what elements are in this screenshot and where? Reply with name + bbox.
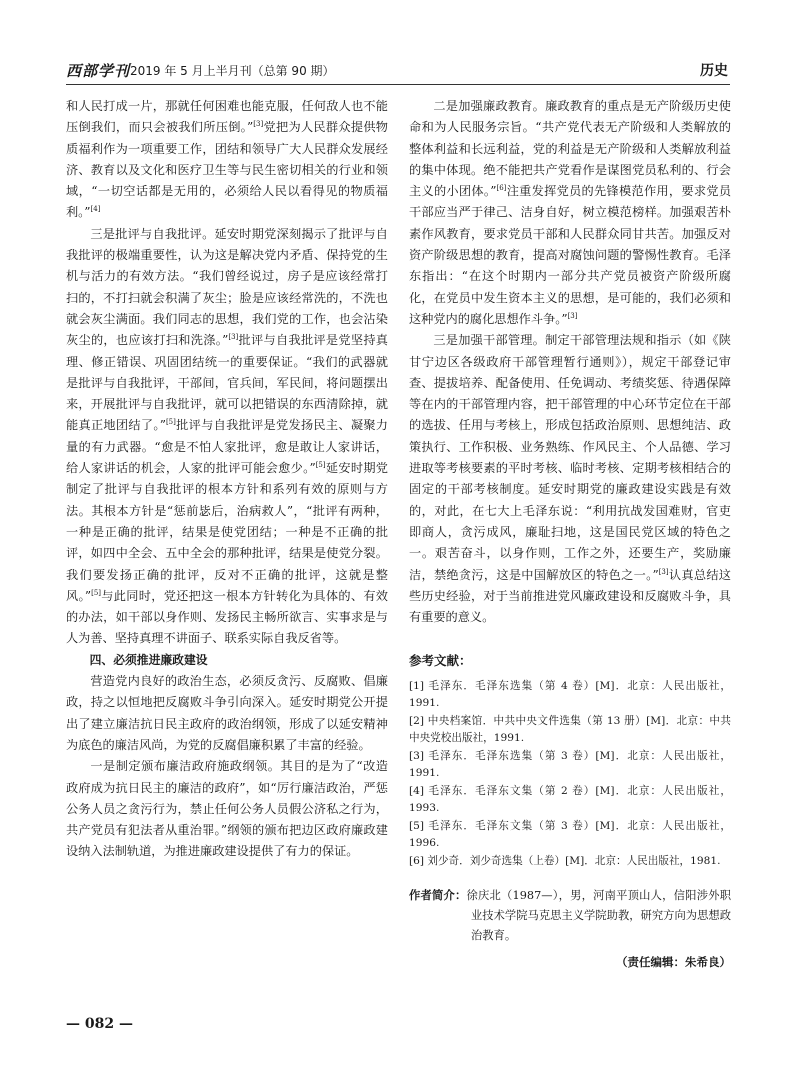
paragraph: 营造党内良好的政治生态，必须反贪污、反腐败、倡廉政，持之以恒地把反腐败斗争引向深入。延安时期党公开提出了建立廉洁抗日民主政府的政治纲领，形成了以延安精神为底色的廉洁风尚，为党的反腐倡廉积累了丰富的经验。 xyxy=(66,674,388,752)
citation: [5] xyxy=(91,588,102,597)
citation: [4] xyxy=(90,205,101,214)
page-header xyxy=(66,56,730,86)
section-name: 历史 xyxy=(700,63,728,79)
paragraph: 和人民打成一片，那就任何困难也能克服，任何敌人也不能压倒我们，而只会被我们所压倒。”[3]党把为人民群众提供物质福利作为一项重要工作，团结和领导广大人民群众发展经济、教育以及文化和医疗卫生等与民生密切相关的行业和领域，“一切空话都是无用的，必须给人民以看得见的物质福利。”[4] xyxy=(66,99,388,220)
section-heading: 四、必须推进廉政建设 xyxy=(89,652,208,667)
page-number: — 082 — xyxy=(66,1016,133,1032)
references-list xyxy=(409,678,731,871)
left-column xyxy=(66,96,388,863)
citation: [3] xyxy=(253,120,264,129)
reference-item: [3] 毛泽东．毛泽东选集（第 3 卷）[M]．北京：人民出版社，1991. xyxy=(409,749,731,780)
paragraph: 一是制定颁布廉洁政府施政纲领。其目的是为了“改造政府成为抗日民主的廉洁的政府”，如“厉行廉洁政治，严惩公务人员之贪污行为，禁止任何公务人员假公济私之行为，共产党员有犯法者从重治罪。”纲领的颁布把边区政府廉政建设纳入法制轨道，为推进廉政建设提供了有力的保证。 xyxy=(66,759,388,859)
citation: [3] xyxy=(567,311,578,320)
right-column xyxy=(409,96,731,974)
reference-item: [2] 中央档案馆．中共中央文件选集（第 13 册）[M]．北京：中共中央党校出版社，1991. xyxy=(409,714,731,745)
journal-logo: 西部学刊 xyxy=(66,62,131,80)
reference-item: [5] 毛泽东．毛泽东文集（第 3 卷）[M]．北京：人民出版社，1996. xyxy=(409,819,731,850)
responsible-editor: （责任编辑：朱希良） xyxy=(616,955,731,970)
citation: [5] xyxy=(165,418,176,427)
citation: [6] xyxy=(496,184,507,193)
references-title: 参考文献： xyxy=(409,653,472,669)
citation: [5] xyxy=(315,460,326,469)
paragraph: 三是批评与自我批评。延安时期党深刻揭示了批评与自我批评的极端重要性，认为这是解决党内矛盾、保持党的生机与活力的有效方法。“我们曾经说过，房子是应该经常打扫的，不打扫就会积满了灰尘；脸是应该经常洗的，不洗也就会灰尘满面。我们同志的思想，我们党的工作，也会沾染灰尘的，也应该打扫和洗涤。”[3]批评与自我批评是党坚持真理、修正错误、巩固团结统一的重要保证。“我们的武器就是批评与自我批评，干部间，官兵间，军民间，将问题摆出来，开展批评与自我批评，就可以把错误的东西清除掉，就能真正地团结了。”[5]批评与自我批评是党发扬民主、凝聚力量的有力武器。“愈是不怕人家批评，愈是敢让人家讲话，给人家讲话的机会，人家的批评可能会愈少。”[5]延安时期党制定了批评与自我批评的根本方针和系列有效的原则与方法。其根本方针是“惩前毖后，治病救人”，“批评有两种，一种是正确的批评，结果是使党团结；一种是不正确的批评，如四中全会、五中全会的那种批评，结果是使党分裂。我们要发扬正确的批评，反对不正确的批评，这就是整风。”[5]与此同时，党还把这一根本方针转化为具体的、有效的办法，如干部以身作则、发扬民主畅所欲言、实事求是与人为善、坚持真理不讲面子、联系实际自我反省等。 xyxy=(66,226,388,646)
citation: [3] xyxy=(658,567,669,576)
author-bio xyxy=(409,886,731,946)
issue-info: 2019 年 5 月上半月刊（总第 90 期） xyxy=(130,64,335,78)
paragraph: 二是加强廉政教育。廉政教育的重点是无产阶级历史使命和为人民服务宗旨。“共产党代表无产阶级和人类解放的整体利益和长远利益，党的利益是无产阶级和人类解放利益的集中体现。绝不能把共产党看作是谋图党员私利的、行会主义的小团体。”[6]注重发挥党员的先锋模范作用，要求党员干部应当严于律己、洁身自好，树立模范榜样。加强艰苦朴素作风教育，要求党员干部和人民群众同甘共苦。加强反对资产阶级思想的教育，提高对腐蚀问题的警惕性教育。毛泽东指出：“在这个时期内一部分共产党员被资产阶级所腐化，在党员中发生资本主义的思想，是可能的，我们必须和这种党内的腐化思想作斗争。”[3] xyxy=(409,99,732,326)
reference-item: [4] 毛泽东．毛泽东文集（第 2 卷）[M]．北京：人民出版社，1993. xyxy=(409,784,731,815)
author-bio-label: 作者简介： xyxy=(409,889,467,903)
header-rule xyxy=(66,84,730,85)
citation: [3] xyxy=(228,333,239,342)
reference-item: [1] 毛泽东．毛泽东选集（第 4 卷）[M]．北京：人民出版社，1991. xyxy=(409,679,731,710)
paragraph: 三是加强干部管理。制定干部管理法规和指示（如《陕甘宁边区各级政府干部管理暂行通则》），规定干部登记审查、提拔培养、配备使用、任免调动、考绩奖惩、待遇保障等在内的干部管理内容，把干部管理的中心环节定位在干部的选拔、任用与考核上，形成包括政治原则、思想纯洁、政策执行、工作积极、业务熟练、作风民主、个人品德、学习进取等考核要素的平时考核、临时考核、定期考核相结合的固定的干部考核制度。延安时期党的廉政建设实践是有效的，对此，在七大上毛泽东说：“利用抗战发国难财，官吏即商人，贪污成风，廉耻扫地，这是国民党区域的特色之一。艰苦奋斗，以身作则，工作之外，还要生产，奖励廉洁，禁绝贪污，这是中国解放区的特色之一。”[3]认真总结这些历史经验，对于当前推进党风廉政建设和反腐败斗争，具有重要的意义。 xyxy=(409,333,731,625)
author-bio-text: 徐庆北（1987—），男，河南平顶山人，信阳涉外职业技术学院马克思主义学院助教，研究方向为思想政治教育。 xyxy=(466,889,731,943)
reference-item: [6] 刘少奇．刘少奇选集（上卷）[M]．北京：人民出版社，1981. xyxy=(409,854,721,867)
